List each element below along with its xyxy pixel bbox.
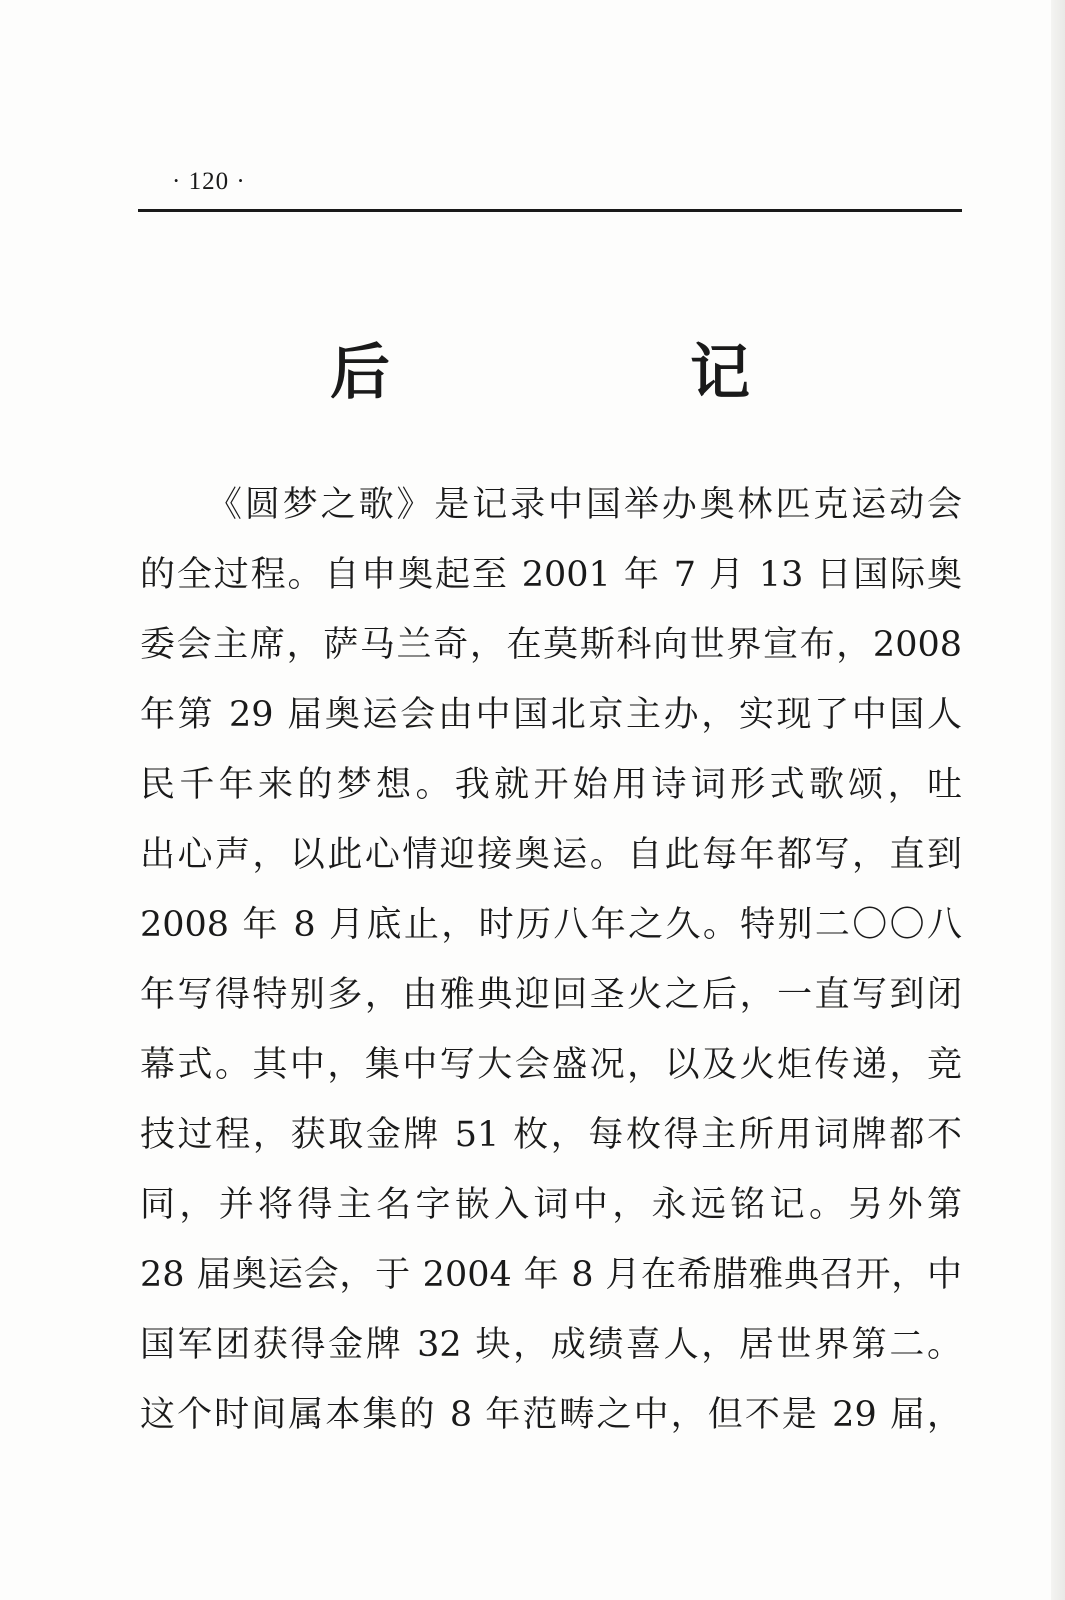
text-line: 委会主席，萨马兰奇，在莫斯科向世界宣布，2008: [140, 625, 962, 665]
page-title: 后 记: [330, 338, 870, 408]
page-number: · 120 ·: [172, 168, 246, 195]
text-line: 这个时间属本集的 8 年范畴之中，但不是 29 届，: [140, 1395, 962, 1435]
page-edge-shadow: [1051, 0, 1065, 1600]
text-line: 年写得特别多，由雅典迎回圣火之后，一直写到闭: [140, 975, 962, 1015]
text-line: 民千年来的梦想。我就开始用诗词形式歌颂，吐: [140, 765, 962, 805]
text-line: 《圆梦之歌》是记录中国举办奥林匹克运动会: [207, 485, 962, 525]
text-line: 2008 年 8 月底止，时历八年之久。特别二〇〇八: [140, 905, 962, 945]
text-line: 28 届奥运会，于 2004 年 8 月在希腊雅典召开，中: [140, 1255, 962, 1295]
text-line: 同，并将得主名字嵌入词中，永远铭记。另外第: [140, 1185, 962, 1225]
text-line: 国军团获得金牌 32 块，成绩喜人，居世界第二。: [140, 1325, 962, 1365]
text-line: 的全过程。自申奥起至 2001 年 7 月 13 日国际奥: [140, 555, 962, 595]
page-header: [140, 160, 960, 210]
text-line: 幕式。其中，集中写大会盛况，以及火炬传递，竞: [140, 1045, 962, 1085]
text-line: 年第 29 届奥运会由中国北京主办，实现了中国人: [140, 695, 962, 735]
body-text: [140, 470, 962, 1450]
header-rule: [138, 209, 962, 212]
text-line: 技过程，获取金牌 51 枚，每枚得主所用词牌都不: [140, 1115, 962, 1155]
text-line: 出心声，以此心情迎接奥运。自此每年都写，直到: [140, 835, 962, 875]
